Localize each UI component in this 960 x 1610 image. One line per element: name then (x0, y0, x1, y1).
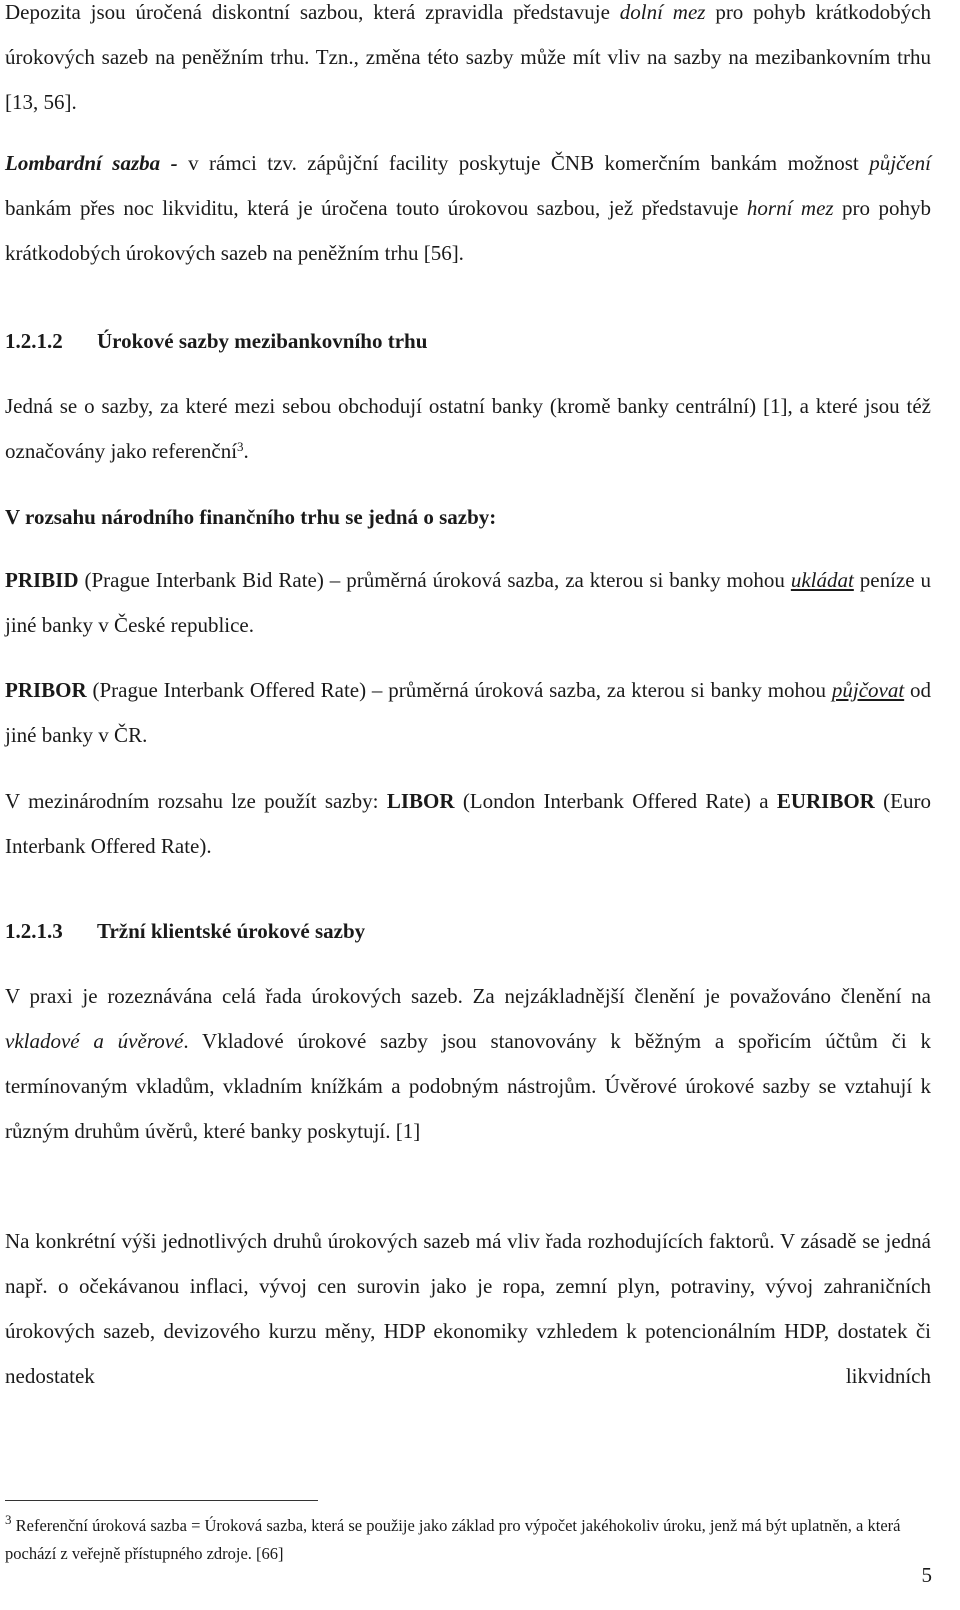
footnote-mark: 3 (5, 1512, 12, 1527)
section-title: Tržní klientské úrokové sazby (97, 919, 366, 943)
footnote-separator (5, 1500, 318, 1501)
section-title: Úrokové sazby mezibankovního trhu (97, 329, 428, 353)
paragraph-pribid: PRIBID (Prague Interbank Bid Rate) – průměrná úroková sazba, za kterou si banky mohou ukládat peníze u jiné banky v České republice. (5, 568, 931, 637)
paragraph-klientske-sazby: V praxi je rozeznávána celá řada úrokových sazeb. Za nejzákladnější členění je považováno členění na vkladové a úvěrové. Vkladové úrokové sazby jsou stanovovány k běžným a spořicím účtům či k termínovaným vkladům, vkladním knížkám a podobným nástrojům. Úvěrové úrokové sazby se vztahují k různým druhům úvěrů, které banky poskytují. [1] (5, 984, 932, 1143)
term-libor: LIBOR (386, 789, 455, 813)
paragraph-faktory: Na konkrétní výši jednotlivých druhů úrokových sazeb má vliv řada rozhodujících faktorů. V zásadě se jedná např. o očekávanou inflaci, vývoj cen surovin jako je ropa, zemní plyn, potraviny, vývoj zahraničních úrokových sazeb, devizového kurzu měny, HDP ekonomiky vzhledem k potencionálním HDP, dostatek či nedostatek likvidních (5, 1229, 931, 1388)
page-number: 5 (921, 1563, 932, 1587)
section-number: 1.2.1.2 (5, 329, 63, 353)
footnote-text: Referenční úroková sazba = Úroková sazba, která se použije jako základ pro výpočet jakéhokoliv úroku, jenž má být uplatněn, a která pochází z veřejně přístupného zdroje. [66] (5, 1516, 901, 1563)
paragraph-pribor: PRIBOR (Prague Interbank Offered Rate) – průměrná úroková sazba, za kterou si banky mohou půjčovat od jiné banky v ČR. (5, 678, 931, 747)
term-pribor: PRIBOR (5, 678, 87, 702)
section-heading-1-2-1-2 (5, 319, 931, 364)
term-pribid: PRIBID (5, 568, 79, 592)
emphasis-dolni-mez: dolní mez (619, 0, 706, 24)
paragraph-narodni-rozsah: V rozsahu národního finančního trhu se jedná o sazby: (5, 505, 497, 529)
emphasis-vkladove-uverove: vkladové a úvěrové (5, 1029, 184, 1053)
term-lombardni-sazba: Lombardní sazba - (5, 151, 178, 175)
paragraph-lombardni-sazba: Lombardní sazba - v rámci tzv. zápůjční facility poskytuje ČNB komerčním bankám možnost půjčení bankám přes noc likviditu, která je úročena touto úrokovou sazbou, jež představuje horní mez pro pohyb krátkodobých úrokových sazeb na peněžním trhu [56]. (5, 151, 931, 265)
paragraph-mezinarodni: V mezinárodním rozsahu lze použít sazby: LIBOR (London Interbank Offered Rate) a EURIBOR (Euro Interbank Offered Rate). (5, 789, 931, 858)
term-euribor: EURIBOR (776, 789, 875, 813)
footnote (5, 1512, 931, 1568)
section-number: 1.2.1.3 (5, 919, 63, 943)
paragraph-mezibankovni: Jedná se o sazby, za které mezi sebou obchodují ostatní banky (kromě banky centrální) [1], a které jsou též označovány jako referenční$^3$. (5, 394, 931, 463)
footnote-reference: 3 (237, 439, 244, 454)
section-heading-1-2-1-3 (5, 909, 931, 954)
paragraph-depozita: Depozita jsou úročená diskontní sazbou, která zpravidla představuje dolní mez pro pohyb krátkodobých úrokových sazeb na peněžním trhu. Tzn., změna této sazby může mít vliv na sazby na mezibankovním trhu [13, 56]. (5, 0, 931, 114)
